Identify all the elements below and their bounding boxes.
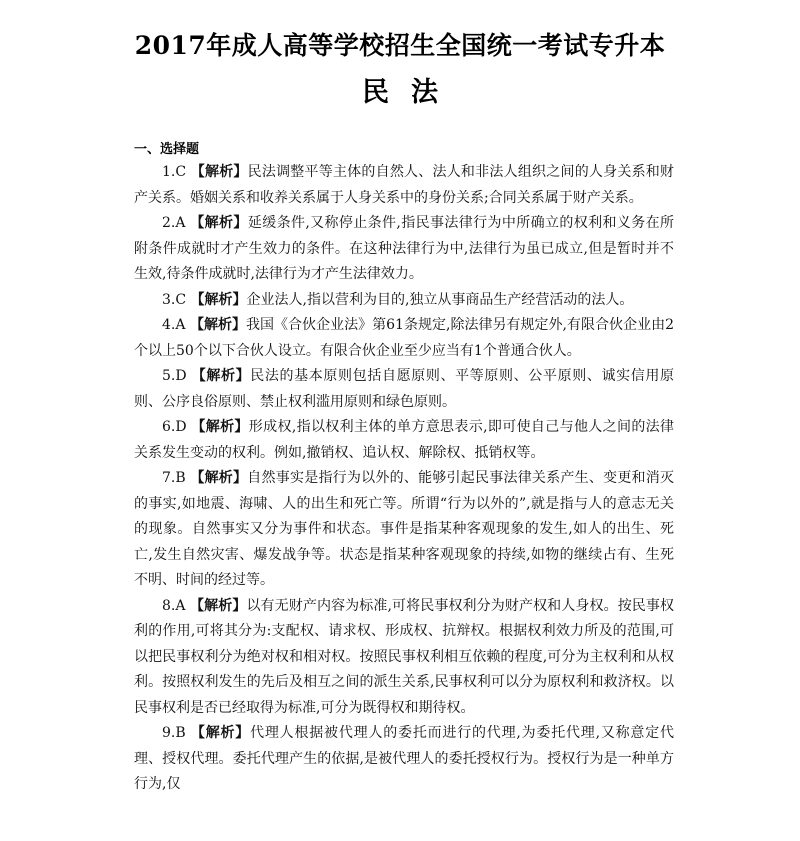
- document-subtitle: 民法: [362, 77, 460, 108]
- analysis-tag: 【解析】: [190, 470, 248, 486]
- analysis-tag: 【解析】: [190, 215, 248, 231]
- analysis-tag: 【解析】: [190, 164, 248, 180]
- answer-item-6: [134, 415, 674, 466]
- answer-number: 3.C: [162, 291, 187, 308]
- answer-item-4: [134, 313, 674, 364]
- answer-explanation: 我国《合伙企业法》第61条规定,除法律另有规定外,有限合伙企业由2个以上50个以下合伙人设立。有限合伙企业至少应当有1个普通合伙人。: [134, 317, 675, 359]
- section-heading: 一、选择题: [134, 142, 200, 157]
- answer-number: 2.A: [162, 215, 186, 231]
- answer-item-3: [134, 288, 674, 314]
- answer-item-9: [134, 721, 674, 798]
- analysis-tag: 【解析】: [191, 368, 251, 384]
- answer-item-5: [134, 364, 674, 415]
- answer-explanation: 延缓条件,又称停止条件,指民事法律行为中所确立的权利和义务在所附条件成就时才产生效力的条件。在这种法律行为中,法律行为虽已成立,但是暂时并不生效,待条件成就时,法律行为才产生法律效力。: [134, 215, 675, 282]
- answer-number: 9.B: [162, 725, 186, 741]
- answer-explanation: 民法的基本原则包括自愿原则、平等原则、公平原则、诚实信用原则、公序良俗原则、禁止权利滥用原则和绿色原则。: [134, 368, 675, 410]
- answer-explanation: 代理人根据被代理人的委托而进行的代理,为委托代理,又称意定代理、授权代理。委托代理产生的依据,是被代理人的委托授权行为。授权行为是一种单方行为,仅: [134, 725, 675, 792]
- answer-list: [134, 160, 674, 798]
- answer-explanation: 以有无财产内容为标准,可将民事权利分为财产权和人身权。按民事权利的作用,可将其分为:支配权、请求权、形成权、抗辩权。根据权利效力所及的范围,可以把民事权利分为绝对权和相对权。按照民事权利相互依赖的程度,可分为主权利和从权利。按照权利发生的先后及相互之间的派生关系,民事权利可以分为原权利和救济权。以民事权利是否已经取得为标准,可分为既得权和期待权。: [134, 597, 675, 716]
- answer-number: 1.C: [162, 164, 187, 180]
- answer-number: 7.B: [162, 470, 186, 486]
- answer-number: 4.A: [162, 317, 186, 333]
- analysis-tag: 【解析】: [191, 419, 249, 435]
- analysis-tag: 【解析】: [190, 725, 251, 741]
- document-title: 2017年成人高等学校招生全国统一考试专升本: [134, 31, 666, 60]
- answer-item-8: [134, 594, 674, 722]
- answer-explanation: 自然事实是指行为以外的、能够引起民事法律关系产生、变更和消灭的事实,如地震、海啸、人的出生和死亡等。所谓“行为以外的”,就是指与人的意志无关的现象。自然事实又分为事件和状态。事件是指某种客观现象的发生,如人的出生、死亡,发生自然灾害、爆发战争等。状态是指某种客观现象的持续,如物的继续占有、生死不明、时间的经过等。: [134, 470, 675, 588]
- answer-item-2: [134, 211, 674, 288]
- analysis-tag: 【解析】: [190, 597, 247, 614]
- answer-number: 5.D: [162, 368, 187, 384]
- answer-item-7: [134, 466, 674, 594]
- answer-number: 8.A: [162, 597, 186, 614]
- answer-explanation: 企业法人,指以营利为目的,独立从事商品生产经营活动的法人。: [246, 291, 634, 308]
- answer-explanation: 民法调整平等主体的自然人、法人和非法人组织之间的人身关系和财产关系。婚姻关系和收养关系属于人身关系中的身份关系;合同关系属于财产关系。: [134, 164, 675, 206]
- answer-number: 6.D: [162, 419, 187, 435]
- analysis-tag: 【解析】: [189, 317, 246, 333]
- answer-explanation: 形成权,指以权利主体的单方意思表示,即可使自己与他人之间的法律关系发生变动的权利。例如,撤销权、追认权、解除权、抵销权等。: [134, 419, 675, 461]
- analysis-tag: 【解析】: [190, 291, 247, 308]
- answer-item-1: [134, 160, 674, 211]
